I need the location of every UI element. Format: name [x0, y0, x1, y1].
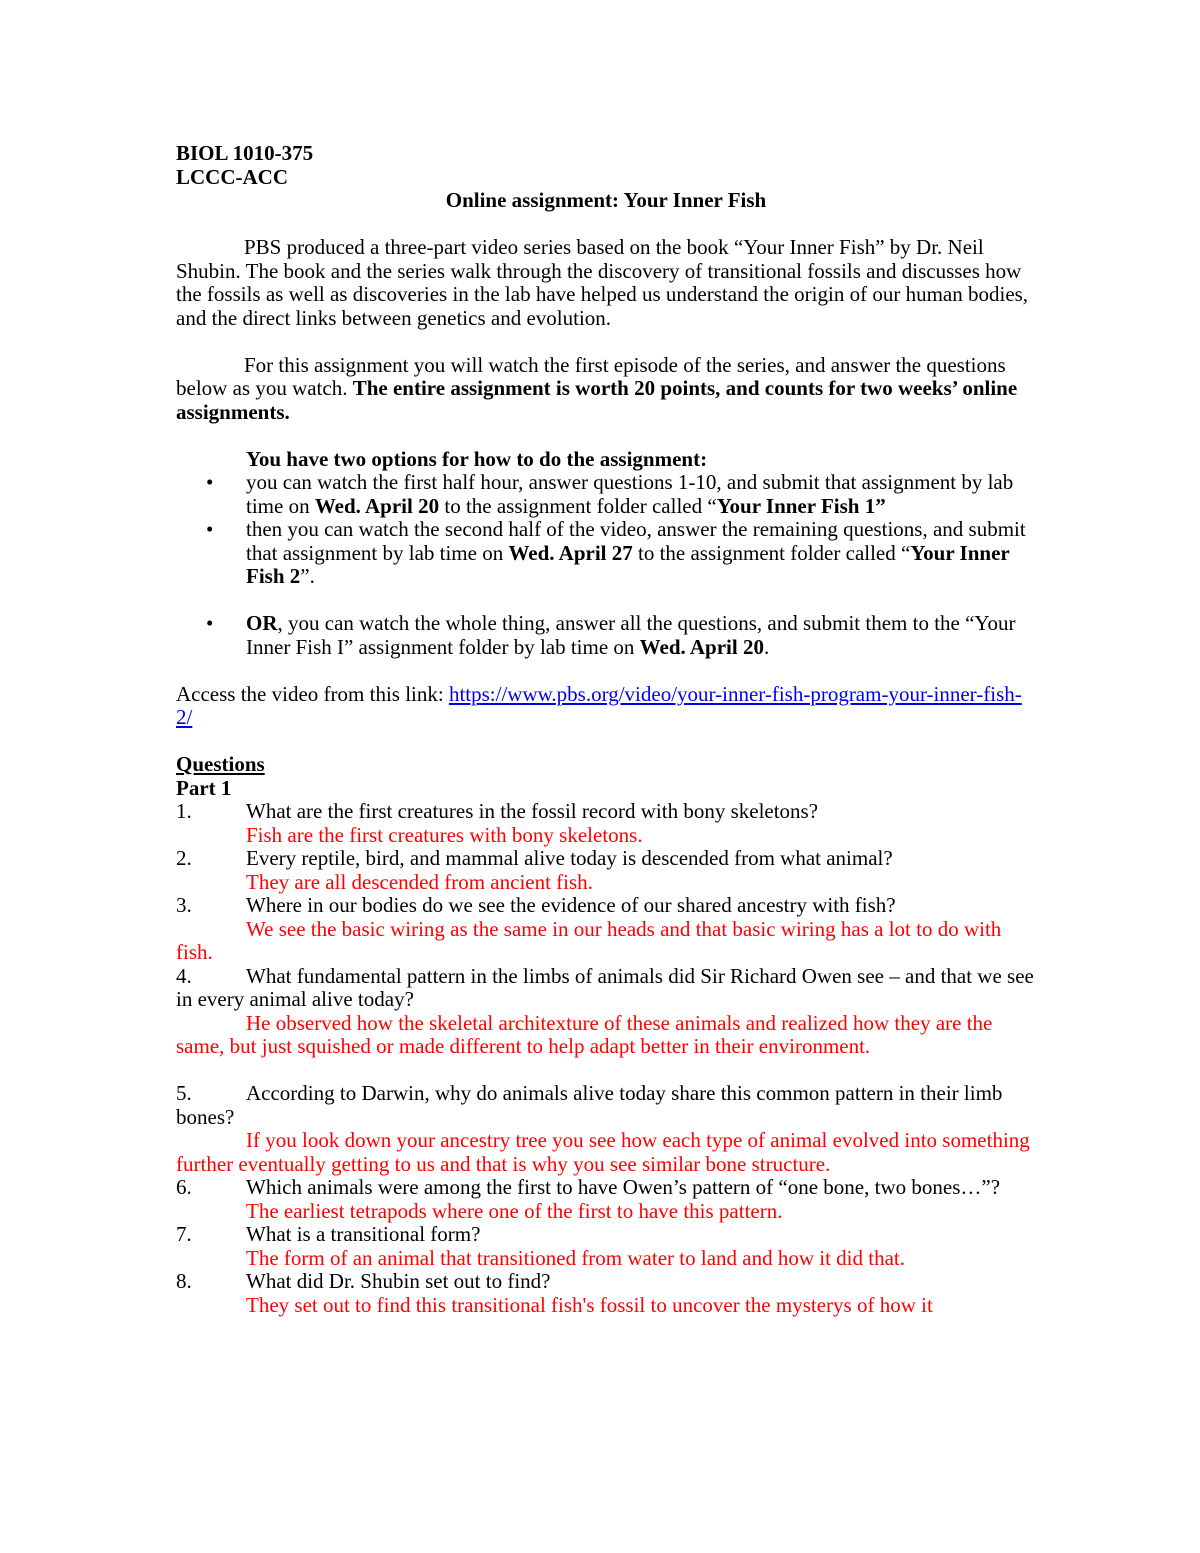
intro-paragraph: PBS produced a three-part video series based on the book “Your Inner Fish” by Dr. Neil Shubin. The book and the series walk through the discovery of transitional fossils and discusses how the fossils as well as discoveries in the lab have helped us understand the origin of our human bodies, and the direct links between genetics and evolution.: [176, 235, 1029, 330]
bullet-icon: •: [206, 611, 214, 635]
document-page: [176, 141, 1066, 1317]
option-item-1: • you can watch the first half hour, answer questions 1-10, and submit that assignment by lab time on Wed. April 20 to the assignment folder called “Your Inner Fish 1”: [206, 470, 1014, 518]
answer-6: The earliest tetrapods where one of the first to have this pattern.: [246, 1198, 783, 1223]
access-text: Access the video from this link:: [176, 681, 449, 706]
question-7: 7. What is a transitional form?: [176, 1222, 481, 1246]
answer-3: We see the basic wiring as the same in our heads and that basic wiring has a lot to do with fish.: [176, 916, 1002, 964]
questions-heading: Questions: [176, 752, 265, 776]
question-5: 5. According to Darwin, why do animals alive today share this common pattern in their limb bones?: [176, 1081, 1003, 1129]
instructions-paragraph: [176, 354, 1036, 425]
video-link[interactable]: https://www.pbs.org/video/your-inner-fish-program-your-inner-fish-2/: [176, 681, 1022, 729]
option-item-3: • OR, you can watch the whole thing, answer all the questions, and submit them to the “Your Inner Fish I” assignment folder by lab time on Wed. April 20.: [206, 611, 1016, 659]
instructions-text: For this assignment you will watch the first episode of the series, and answer the questions below as you watch.: [176, 352, 1006, 400]
option-spacer: [176, 589, 1036, 613]
assignment-title: Online assignment: Your Inner Fish: [445, 188, 767, 212]
options-list: [176, 471, 1036, 659]
answer-4: He observed how the skeletal architexture of these animals and realized how they are the same, but just squished or made different to help adapt better in their environment.: [176, 1010, 993, 1058]
question-2: 2. Every reptile, bird, and mammal alive today is descended from what animal?: [176, 846, 893, 870]
option-item-2: • then you can watch the second half of the video, answer the remaining questions, and submit that assignment by lab time on Wed. April 27 to the assignment folder called “Your Inner Fish 2”.: [206, 517, 1026, 588]
school-name: LCCC-ACC: [176, 164, 288, 189]
part-heading: Part 1: [176, 775, 232, 800]
bullet-icon: •: [206, 517, 214, 541]
access-paragraph: [176, 683, 1036, 730]
question-8: 8. What did Dr. Shubin set out to find?: [176, 1269, 551, 1293]
bullet-icon: •: [206, 470, 214, 494]
question-3: 3. Where in our bodies do we see the evidence of our shared ancestry with fish?: [176, 893, 896, 917]
points-note: The entire assignment is worth 20 points, and counts for two weeks’ online assignments.: [176, 376, 1018, 424]
answer-5: If you look down your ancestry tree you see how each type of animal evolved into something further eventually getting to us and that is why you see similar bone structure.: [176, 1128, 1030, 1176]
question-4: 4. What fundamental pattern in the limbs of animals did Sir Richard Owen see – and that we see in every animal alive today?: [176, 963, 1066, 1011]
question-1: 1. What are the first creatures in the fossil record with bony skeletons?: [176, 799, 819, 823]
answer-8: They set out to find this transitional fish's fossil to uncover the mysterys of how it: [246, 1292, 933, 1317]
question-6: 6. Which animals were among the first to have Owen’s pattern of “one bone, two bones…”?: [176, 1175, 1001, 1199]
answer-2: They are all descended from ancient fish.: [246, 869, 593, 894]
course-code: BIOL 1010-375: [176, 141, 314, 165]
options-heading: You have two options for how to do the assignment:: [246, 446, 708, 471]
answer-7: The form of an animal that transitioned from water to land and how it did that.: [246, 1245, 905, 1270]
answer-1: Fish are the first creatures with bony skeletons.: [246, 822, 643, 847]
